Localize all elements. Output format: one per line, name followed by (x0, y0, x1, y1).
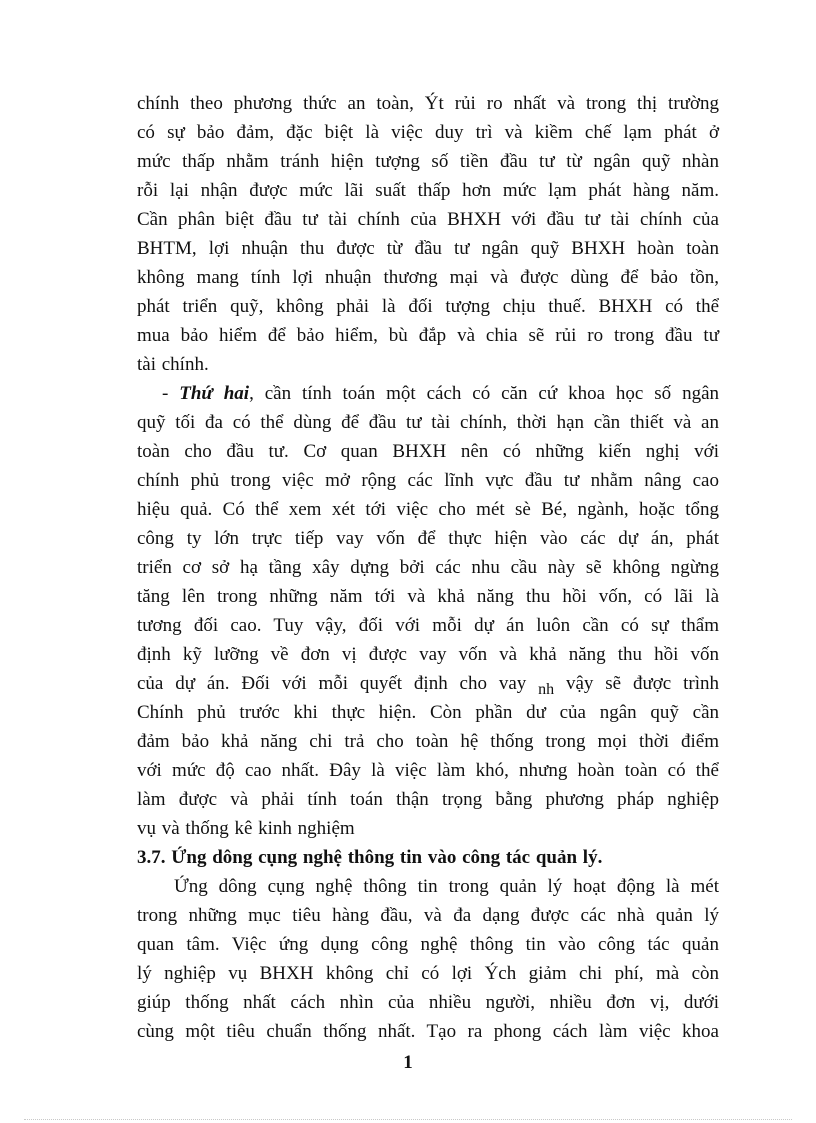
paragraph-line: Chính phủ trước khi thực hiện. Còn phần dư của ngân quỹ cần (137, 702, 719, 723)
paragraph-line: lý nghiệp vụ BHXH không chỉ có lợi Ých giảm chi phí, mà còn (137, 963, 719, 984)
paragraph-line: hiệu quả. Có thể xem xét tới việc cho mét sè Bé, ngành, hoặc tổng (137, 499, 719, 520)
paragraph-line: với mức độ cao nhất. Đây là việc làm khó, nhưng hoàn toàn có thể (137, 760, 719, 781)
paragraph-line: tăng lên trong những năm tới và khả năng thu hồi vốn, có lãi là (137, 586, 719, 607)
paragraph-line: triển cơ sở hạ tầng xây dựng bởi các nhu cầu này sẽ không ngừng (137, 557, 719, 578)
paragraph-first-line (162, 381, 719, 407)
paragraph-line: BHTM, lợi nhuận thu được từ đầu tư ngân quỹ BHXH hoàn toàn (137, 238, 719, 259)
paragraph-text: vậy sẽ được trình (554, 673, 719, 694)
paragraph-line: định kỹ lưỡng về đơn vị được vay vốn và khả năng thu hồi vốn (137, 644, 719, 665)
paragraph-text: , cần tính toán một cách có căn cứ khoa học số ngân (249, 383, 720, 404)
paragraph-line: làm được và phải tính toán thận trọng bằng phương pháp nghiệp (137, 789, 719, 810)
stray-subscript-text: nh (538, 681, 555, 698)
paragraph-line: công ty lớn trực tiếp vay vốn để thực hiện vào các dự án, phát (137, 528, 719, 549)
paragraph-line: mức thấp nhằm tránh hiện tượng số tiền đầu tư từ ngân quỹ nhàn (137, 151, 719, 172)
paragraph-line: cùng một tiêu chuẩn thống nhất. Tạo ra phong cách làm việc khoa (137, 1021, 719, 1042)
paragraph-first-line: Ứng dông cụng nghệ thông tin trong quản lý hoạt động là mét (174, 876, 719, 897)
paragraph-line: quan tâm. Việc ứng dụng công nghệ thông tin vào công tác quản (137, 934, 719, 955)
emphasis-text: Thứ hai (179, 383, 250, 404)
paragraph-line: quỹ tối đa có thể dùng để đầu tư tài chính, thời hạn cần thiết và an (137, 412, 719, 433)
paragraph-line: giúp thống nhất cách nhìn của nhiều người, nhiều đơn vị, dưới (137, 992, 719, 1013)
paragraph-line: có sự bảo đảm, đặc biệt là việc duy trì và kiềm chế lạm phát ở (137, 122, 719, 143)
footer-dotted-rule (24, 1119, 792, 1120)
paragraph-line: toàn cho đầu tư. Cơ quan BHXH nên có những kiến nghị với (137, 441, 719, 462)
paragraph-line: tương đối cao. Tuy vậy, đối với mỗi dự án luôn cần có sự thẩm (137, 615, 719, 636)
paragraph-line: đảm bảo khả năng chi trả cho toàn hệ thống trong mọi thời điểm (137, 731, 719, 752)
paragraph-line: chính phủ trong việc mở rộng các lĩnh vực đầu tư nhằm nâng cao (137, 470, 719, 491)
paragraph-line: tài chính. (137, 354, 209, 375)
page-number: 1 (403, 1052, 413, 1073)
section-heading: 3.7. Ứng dông cụng nghệ thông tin vào công tác quản lý. (137, 847, 603, 868)
paragraph-line: trong những mục tiêu hàng đầu, và đa dạng được các nhà quản lý (137, 905, 719, 926)
paragraph-text: của dự án. Đối với mỗi quyết định cho vay (137, 673, 539, 694)
paragraph-line: rỗi lại nhận được mức lãi suất thấp hơn mức lạm phát hàng năm. (137, 180, 719, 201)
paragraph-line: Cần phân biệt đầu tư tài chính của BHXH với đầu tư tài chính của (137, 209, 719, 230)
paragraph-line: chính theo phương thức an toàn, Ýt rủi ro nhất và trong thị trường (137, 93, 719, 114)
paragraph-line: mua bảo hiểm để bảo hiểm, bù đắp và chia sẽ rủi ro trong đầu tư (137, 325, 719, 346)
paragraph-line: không mang tính lợi nhuận thương mại và được dùng để bảo tồn, (137, 267, 719, 288)
paragraph-line: vụ và thống kê kinh nghiệm (137, 818, 355, 839)
list-dash: - (162, 383, 180, 404)
paragraph-line (137, 671, 719, 697)
paragraph-line: phát triển quỹ, không phải là đối tượng chịu thuế. BHXH có thể (137, 296, 719, 317)
